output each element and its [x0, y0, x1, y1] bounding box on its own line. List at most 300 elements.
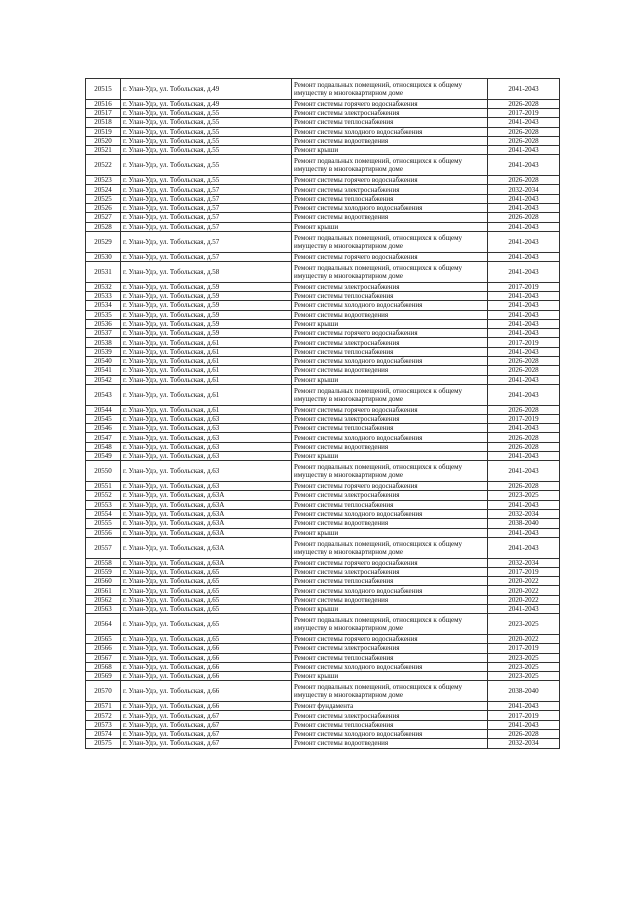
table-row	[86, 461, 560, 482]
row-work-type: Ремонт системы горячего водоснабжения	[292, 558, 488, 567]
row-work-type: Ремонт системы водоотведения	[292, 519, 488, 528]
row-period: 2041-2043	[488, 146, 560, 155]
row-address: г. Улан-Удэ, ул. Тобольская, д.65	[121, 577, 292, 586]
row-address: г. Улан-Удэ, ул. Тобольская, д.63А	[121, 509, 292, 518]
row-period: 2017-2019	[488, 282, 560, 291]
row-period: 2023-2025	[488, 614, 560, 635]
table-row	[86, 282, 560, 291]
row-number: 20539	[86, 347, 121, 356]
row-work-type: Ремонт системы электроснабжения	[292, 491, 488, 500]
table-row	[86, 204, 560, 213]
row-work-type: Ремонт подвальных помещений, относящихся к общему имуществу в многоквартирном доме	[292, 614, 488, 635]
row-address: г. Улан-Удэ, ул. Тобольская, д.49	[121, 79, 292, 100]
row-work-type: Ремонт системы горячего водоснабжения	[292, 482, 488, 491]
row-number: 20531	[86, 261, 121, 282]
row-period: 2041-2043	[488, 424, 560, 433]
row-address: г. Улан-Удэ, ул. Тобольская, д.63А	[121, 537, 292, 558]
row-number: 20520	[86, 136, 121, 145]
row-number: 20530	[86, 252, 121, 261]
row-work-type: Ремонт подвальных помещений, относящихся к общему имуществу в многоквартирном доме	[292, 681, 488, 702]
row-address: г. Улан-Удэ, ул. Тобольская, д.65	[121, 614, 292, 635]
row-number: 20515	[86, 79, 121, 100]
row-address: г. Улан-Удэ, ул. Тобольская, д.57	[121, 231, 292, 252]
row-work-type: Ремонт системы водоотведения	[292, 213, 488, 222]
row-period: 2032-2034	[488, 509, 560, 518]
row-work-type: Ремонт системы холодного водоснабжения	[292, 586, 488, 595]
row-number: 20558	[86, 558, 121, 567]
row-number: 20533	[86, 291, 121, 300]
row-address: г. Улан-Удэ, ул. Тобольская, д.55	[121, 146, 292, 155]
row-period: 2032-2034	[488, 558, 560, 567]
row-period: 2041-2043	[488, 384, 560, 405]
row-period: 2041-2043	[488, 319, 560, 328]
row-address: г. Улан-Удэ, ул. Тобольская, д.63	[121, 424, 292, 433]
row-period: 2017-2019	[488, 711, 560, 720]
row-work-type: Ремонт крыши	[292, 672, 488, 681]
row-number: 20546	[86, 424, 121, 433]
row-work-type: Ремонт подвальных помещений, относящихся к общему имуществу в многоквартирном доме	[292, 231, 488, 252]
row-work-type: Ремонт крыши	[292, 222, 488, 231]
row-address: г. Улан-Удэ, ул. Тобольская, д.63А	[121, 519, 292, 528]
table-row	[86, 338, 560, 347]
table-row	[86, 452, 560, 461]
row-number: 20544	[86, 405, 121, 414]
row-period: 2041-2043	[488, 329, 560, 338]
row-period: 2041-2043	[488, 500, 560, 509]
row-number: 20547	[86, 433, 121, 442]
row-number: 20538	[86, 338, 121, 347]
table-row	[86, 711, 560, 720]
table-row	[86, 519, 560, 528]
table-row	[86, 577, 560, 586]
row-number: 20575	[86, 739, 121, 748]
row-period: 2041-2043	[488, 347, 560, 356]
row-work-type: Ремонт крыши	[292, 375, 488, 384]
table-row	[86, 319, 560, 328]
table-row	[86, 231, 560, 252]
row-address: г. Улан-Удэ, ул. Тобольская, д.65	[121, 567, 292, 576]
row-address: г. Улан-Удэ, ул. Тобольская, д.57	[121, 185, 292, 194]
row-period: 2041-2043	[488, 301, 560, 310]
row-number: 20535	[86, 310, 121, 319]
row-work-type: Ремонт системы электроснабжения	[292, 414, 488, 423]
table-row	[86, 291, 560, 300]
row-address: г. Улан-Удэ, ул. Тобольская, д.63А	[121, 491, 292, 500]
row-address: г. Улан-Удэ, ул. Тобольская, д.59	[121, 282, 292, 291]
row-number: 20560	[86, 577, 121, 586]
row-period: 2041-2043	[488, 204, 560, 213]
row-work-type: Ремонт системы электроснабжения	[292, 711, 488, 720]
row-number: 20564	[86, 614, 121, 635]
table-row	[86, 146, 560, 155]
row-period: 2041-2043	[488, 452, 560, 461]
row-period: 2032-2034	[488, 739, 560, 748]
row-period: 2017-2019	[488, 108, 560, 117]
table-row	[86, 185, 560, 194]
table-row	[86, 433, 560, 442]
table-row	[86, 702, 560, 711]
row-address: г. Улан-Удэ, ул. Тобольская, д.57	[121, 252, 292, 261]
table-row	[86, 414, 560, 423]
row-period: 2041-2043	[488, 261, 560, 282]
row-work-type: Ремонт системы электроснабжения	[292, 567, 488, 576]
row-number: 20561	[86, 586, 121, 595]
row-number: 20517	[86, 108, 121, 117]
row-period: 2020-2022	[488, 595, 560, 604]
row-number: 20521	[86, 146, 121, 155]
table-row	[86, 79, 560, 100]
row-address: г. Улан-Удэ, ул. Тобольская, д.67	[121, 730, 292, 739]
table-row	[86, 509, 560, 518]
row-number: 20548	[86, 442, 121, 451]
table-row	[86, 329, 560, 338]
table-row	[86, 252, 560, 261]
table-row	[86, 528, 560, 537]
row-period: 2041-2043	[488, 291, 560, 300]
row-period: 2041-2043	[488, 118, 560, 127]
row-period: 2023-2025	[488, 662, 560, 671]
row-work-type: Ремонт системы водоотведения	[292, 310, 488, 319]
row-period: 2041-2043	[488, 702, 560, 711]
row-work-type: Ремонт системы электроснабжения	[292, 338, 488, 347]
row-period: 2023-2025	[488, 491, 560, 500]
row-period: 2041-2043	[488, 79, 560, 100]
row-number: 20540	[86, 356, 121, 365]
table-row	[86, 213, 560, 222]
row-work-type: Ремонт системы холодного водоснабжения	[292, 730, 488, 739]
row-number: 20562	[86, 595, 121, 604]
row-address: г. Улан-Удэ, ул. Тобольская, д.57	[121, 194, 292, 203]
row-period: 2020-2022	[488, 634, 560, 643]
row-period: 2026-2028	[488, 213, 560, 222]
row-address: г. Улан-Удэ, ул. Тобольская, д.55	[121, 136, 292, 145]
row-address: г. Улан-Удэ, ул. Тобольская, д.61	[121, 356, 292, 365]
table-row	[86, 127, 560, 136]
row-period: 2041-2043	[488, 537, 560, 558]
row-number: 20536	[86, 319, 121, 328]
row-address: г. Улан-Удэ, ул. Тобольская, д.61	[121, 338, 292, 347]
table-row	[86, 558, 560, 567]
row-address: г. Улан-Удэ, ул. Тобольская, д.63	[121, 461, 292, 482]
table-row	[86, 424, 560, 433]
row-number: 20532	[86, 282, 121, 291]
row-work-type: Ремонт системы горячего водоснабжения	[292, 99, 488, 108]
row-number: 20537	[86, 329, 121, 338]
row-address: г. Улан-Удэ, ул. Тобольская, д.67	[121, 739, 292, 748]
row-number: 20552	[86, 491, 121, 500]
row-address: г. Улан-Удэ, ул. Тобольская, д.61	[121, 405, 292, 414]
row-number: 20518	[86, 118, 121, 127]
row-period: 2041-2043	[488, 231, 560, 252]
row-work-type: Ремонт системы горячего водоснабжения	[292, 405, 488, 414]
row-work-type: Ремонт системы теплоснабжения	[292, 424, 488, 433]
row-number: 20570	[86, 681, 121, 702]
row-period: 2026-2028	[488, 99, 560, 108]
row-number: 20522	[86, 155, 121, 176]
row-period: 2017-2019	[488, 644, 560, 653]
row-address: г. Улан-Удэ, ул. Тобольская, д.66	[121, 662, 292, 671]
row-number: 20541	[86, 366, 121, 375]
row-period: 2041-2043	[488, 720, 560, 729]
row-number: 20549	[86, 452, 121, 461]
row-number: 20571	[86, 702, 121, 711]
row-work-type: Ремонт системы теплоснабжения	[292, 500, 488, 509]
row-address: г. Улан-Удэ, ул. Тобольская, д.58	[121, 261, 292, 282]
table-row	[86, 644, 560, 653]
row-address: г. Улан-Удэ, ул. Тобольская, д.63	[121, 414, 292, 423]
row-number: 20543	[86, 384, 121, 405]
row-address: г. Улан-Удэ, ул. Тобольская, д.59	[121, 291, 292, 300]
row-number: 20569	[86, 672, 121, 681]
row-address: г. Улан-Удэ, ул. Тобольская, д.61	[121, 347, 292, 356]
row-work-type: Ремонт системы горячего водоснабжения	[292, 329, 488, 338]
row-number: 20553	[86, 500, 121, 509]
row-address: г. Улан-Удэ, ул. Тобольская, д.65	[121, 604, 292, 613]
row-work-type: Ремонт системы холодного водоснабжения	[292, 509, 488, 518]
table-row	[86, 176, 560, 185]
row-number: 20559	[86, 567, 121, 576]
row-address: г. Улан-Удэ, ул. Тобольская, д.55	[121, 108, 292, 117]
table-row	[86, 442, 560, 451]
row-address: г. Улан-Удэ, ул. Тобольская, д.63А	[121, 528, 292, 537]
row-number: 20567	[86, 653, 121, 662]
table-row	[86, 375, 560, 384]
table-body	[86, 79, 560, 749]
row-period: 2041-2043	[488, 310, 560, 319]
capital-repair-table	[85, 78, 560, 749]
row-address: г. Улан-Удэ, ул. Тобольская, д.59	[121, 301, 292, 310]
row-work-type: Ремонт системы холодного водоснабжения	[292, 433, 488, 442]
row-number: 20524	[86, 185, 121, 194]
row-period: 2041-2043	[488, 252, 560, 261]
row-work-type: Ремонт системы электроснабжения	[292, 282, 488, 291]
row-period: 2038-2040	[488, 681, 560, 702]
row-period: 2041-2043	[488, 461, 560, 482]
row-work-type: Ремонт системы водоотведения	[292, 595, 488, 604]
row-address: г. Улан-Удэ, ул. Тобольская, д.63А	[121, 558, 292, 567]
table-row	[86, 366, 560, 375]
row-number: 20523	[86, 176, 121, 185]
row-period: 2023-2025	[488, 672, 560, 681]
row-period: 2041-2043	[488, 222, 560, 231]
row-work-type: Ремонт системы горячего водоснабжения	[292, 176, 488, 185]
row-number: 20572	[86, 711, 121, 720]
row-work-type: Ремонт системы холодного водоснабжения	[292, 356, 488, 365]
table-row	[86, 108, 560, 117]
row-number: 20574	[86, 730, 121, 739]
table-row	[86, 301, 560, 310]
row-number: 20551	[86, 482, 121, 491]
row-work-type: Ремонт подвальных помещений, относящихся к общему имуществу в многоквартирном доме	[292, 155, 488, 176]
row-work-type: Ремонт системы теплоснабжения	[292, 653, 488, 662]
row-work-type: Ремонт крыши	[292, 528, 488, 537]
row-work-type: Ремонт крыши	[292, 604, 488, 613]
row-number: 20573	[86, 720, 121, 729]
row-number: 20568	[86, 662, 121, 671]
row-work-type: Ремонт системы горячего водоснабжения	[292, 252, 488, 261]
row-work-type: Ремонт системы теплоснабжения	[292, 291, 488, 300]
row-number: 20516	[86, 99, 121, 108]
row-period: 2041-2043	[488, 604, 560, 613]
row-period: 2026-2028	[488, 136, 560, 145]
row-work-type: Ремонт системы электроснабжения	[292, 185, 488, 194]
row-period: 2038-2040	[488, 519, 560, 528]
table-row	[86, 118, 560, 127]
row-work-type: Ремонт подвальных помещений, относящихся к общему имуществу в многоквартирном доме	[292, 537, 488, 558]
row-address: г. Улан-Удэ, ул. Тобольская, д.63	[121, 433, 292, 442]
row-period: 2017-2019	[488, 567, 560, 576]
row-period: 2026-2028	[488, 366, 560, 375]
table-row	[86, 586, 560, 595]
row-address: г. Улан-Удэ, ул. Тобольская, д.66	[121, 681, 292, 702]
row-address: г. Улан-Удэ, ул. Тобольская, д.65	[121, 586, 292, 595]
row-period: 2026-2028	[488, 433, 560, 442]
table-row	[86, 347, 560, 356]
table-row	[86, 356, 560, 365]
table-row	[86, 500, 560, 509]
row-address: г. Улан-Удэ, ул. Тобольская, д.55	[121, 118, 292, 127]
row-address: г. Улан-Удэ, ул. Тобольская, д.65	[121, 634, 292, 643]
row-number: 20534	[86, 301, 121, 310]
table-row	[86, 482, 560, 491]
row-address: г. Улан-Удэ, ул. Тобольская, д.63	[121, 452, 292, 461]
row-address: г. Улан-Удэ, ул. Тобольская, д.66	[121, 702, 292, 711]
row-work-type: Ремонт фундамента	[292, 702, 488, 711]
row-work-type: Ремонт системы водоотведения	[292, 739, 488, 748]
row-work-type: Ремонт системы холодного водоснабжения	[292, 204, 488, 213]
row-number: 20550	[86, 461, 121, 482]
row-number: 20556	[86, 528, 121, 537]
row-number: 20563	[86, 604, 121, 613]
table-row	[86, 405, 560, 414]
row-period: 2041-2043	[488, 528, 560, 537]
table-row	[86, 653, 560, 662]
row-number: 20528	[86, 222, 121, 231]
row-address: г. Улан-Удэ, ул. Тобольская, д.66	[121, 653, 292, 662]
row-work-type: Ремонт системы электроснабжения	[292, 644, 488, 653]
table-row	[86, 136, 560, 145]
row-address: г. Улан-Удэ, ул. Тобольская, д.57	[121, 204, 292, 213]
table-row	[86, 739, 560, 748]
row-address: г. Улан-Удэ, ул. Тобольская, д.59	[121, 319, 292, 328]
row-period: 2026-2028	[488, 730, 560, 739]
table-row	[86, 537, 560, 558]
row-period: 2026-2028	[488, 356, 560, 365]
table-row	[86, 155, 560, 176]
row-work-type: Ремонт крыши	[292, 452, 488, 461]
row-address: г. Улан-Удэ, ул. Тобольская, д.63	[121, 442, 292, 451]
row-address: г. Улан-Удэ, ул. Тобольская, д.59	[121, 310, 292, 319]
row-number: 20519	[86, 127, 121, 136]
table-row	[86, 491, 560, 500]
row-address: г. Улан-Удэ, ул. Тобольская, д.49	[121, 99, 292, 108]
table-row	[86, 310, 560, 319]
table-row	[86, 604, 560, 613]
row-number: 20529	[86, 231, 121, 252]
row-address: г. Улан-Удэ, ул. Тобольская, д.63А	[121, 500, 292, 509]
row-address: г. Улан-Удэ, ул. Тобольская, д.57	[121, 213, 292, 222]
row-work-type: Ремонт подвальных помещений, относящихся к общему имуществу в многоквартирном доме	[292, 384, 488, 405]
table-row	[86, 634, 560, 643]
row-period: 2023-2025	[488, 653, 560, 662]
row-period: 2041-2043	[488, 194, 560, 203]
row-period: 2041-2043	[488, 375, 560, 384]
row-work-type: Ремонт подвальных помещений, относящихся к общему имуществу в многоквартирном доме	[292, 261, 488, 282]
table-row	[86, 681, 560, 702]
row-period: 2026-2028	[488, 482, 560, 491]
row-address: г. Улан-Удэ, ул. Тобольская, д.61	[121, 384, 292, 405]
row-work-type: Ремонт крыши	[292, 146, 488, 155]
row-work-type: Ремонт системы электроснабжения	[292, 108, 488, 117]
table-row	[86, 261, 560, 282]
row-number: 20525	[86, 194, 121, 203]
row-address: г. Улан-Удэ, ул. Тобольская, д.55	[121, 176, 292, 185]
row-work-type: Ремонт системы теплоснабжения	[292, 118, 488, 127]
row-address: г. Улан-Удэ, ул. Тобольская, д.67	[121, 720, 292, 729]
row-period: 2026-2028	[488, 176, 560, 185]
row-address: г. Улан-Удэ, ул. Тобольская, д.59	[121, 329, 292, 338]
row-work-type: Ремонт системы горячего водоснабжения	[292, 634, 488, 643]
row-address: г. Улан-Удэ, ул. Тобольская, д.61	[121, 366, 292, 375]
row-number: 20545	[86, 414, 121, 423]
row-number: 20526	[86, 204, 121, 213]
row-period: 2020-2022	[488, 586, 560, 595]
row-work-type: Ремонт системы водоотведения	[292, 136, 488, 145]
table-row	[86, 730, 560, 739]
row-address: г. Улан-Удэ, ул. Тобольская, д.66	[121, 644, 292, 653]
row-period: 2020-2022	[488, 577, 560, 586]
row-address: г. Улан-Удэ, ул. Тобольская, д.65	[121, 595, 292, 604]
row-number: 20565	[86, 634, 121, 643]
table-row	[86, 595, 560, 604]
row-work-type: Ремонт крыши	[292, 319, 488, 328]
table-row	[86, 194, 560, 203]
table-row	[86, 672, 560, 681]
row-address: г. Улан-Удэ, ул. Тобольская, д.55	[121, 127, 292, 136]
row-address: г. Улан-Удэ, ул. Тобольская, д.57	[121, 222, 292, 231]
table-row	[86, 567, 560, 576]
row-work-type: Ремонт системы теплоснабжения	[292, 720, 488, 729]
row-work-type: Ремонт системы холодного водоснабжения	[292, 662, 488, 671]
table-row	[86, 720, 560, 729]
table-row	[86, 614, 560, 635]
row-number: 20566	[86, 644, 121, 653]
row-work-type: Ремонт системы холодного водоснабжения	[292, 301, 488, 310]
row-work-type: Ремонт системы водоотведения	[292, 366, 488, 375]
row-period: 2026-2028	[488, 405, 560, 414]
row-address: г. Улан-Удэ, ул. Тобольская, д.61	[121, 375, 292, 384]
row-period: 2017-2019	[488, 414, 560, 423]
row-address: г. Улан-Удэ, ул. Тобольская, д.63	[121, 482, 292, 491]
row-work-type: Ремонт подвальных помещений, относящихся к общему имуществу в многоквартирном доме	[292, 461, 488, 482]
row-number: 20555	[86, 519, 121, 528]
row-period: 2032-2034	[488, 185, 560, 194]
row-work-type: Ремонт системы водоотведения	[292, 442, 488, 451]
row-address: г. Улан-Удэ, ул. Тобольская, д.66	[121, 672, 292, 681]
row-number: 20542	[86, 375, 121, 384]
row-number: 20557	[86, 537, 121, 558]
table-row	[86, 662, 560, 671]
table-row	[86, 99, 560, 108]
row-period: 2026-2028	[488, 442, 560, 451]
row-address: г. Улан-Удэ, ул. Тобольская, д.55	[121, 155, 292, 176]
table-row	[86, 222, 560, 231]
table-row	[86, 384, 560, 405]
row-number: 20527	[86, 213, 121, 222]
row-address: г. Улан-Удэ, ул. Тобольская, д.67	[121, 711, 292, 720]
row-work-type: Ремонт системы холодного водоснабжения	[292, 127, 488, 136]
row-period: 2041-2043	[488, 155, 560, 176]
